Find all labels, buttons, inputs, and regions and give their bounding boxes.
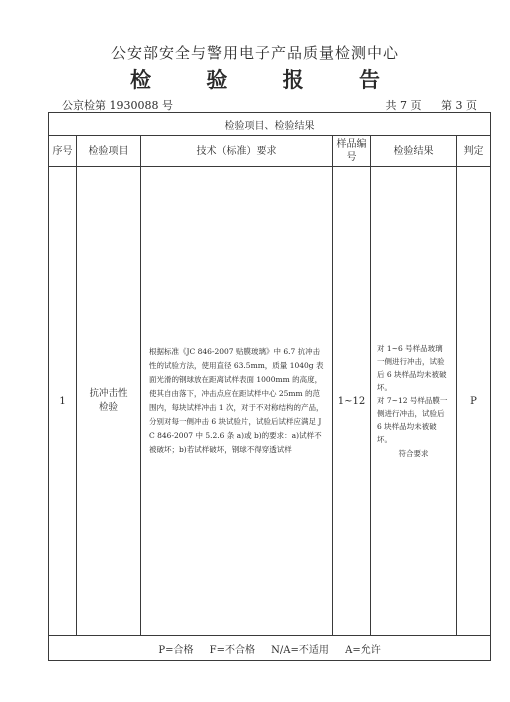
col-header-verdict: 判定 [457, 136, 491, 167]
row-sample: 1~12 [333, 167, 371, 636]
table-caption: 检验项目、检验结果 [49, 113, 491, 136]
table-row [49, 167, 491, 636]
result-line-film-side: 对 7~12 号样品膜一侧进行冲击，试验后 6 块样品均未被破坏。 [377, 396, 448, 444]
col-header-result: 检验结果 [371, 136, 457, 167]
report-title: 检 验 报 告 [130, 67, 404, 92]
legend-pass: P=合格 [158, 644, 194, 656]
page-current: 第 3 页 [441, 99, 477, 112]
result-conclusion: 符合要求 [398, 449, 429, 458]
table-header-row [49, 136, 491, 167]
row-item: 抗冲击性检验 [77, 167, 141, 636]
legend-na: N/A=不适用 [271, 644, 329, 656]
col-header-seq: 序号 [49, 136, 77, 167]
col-header-requirement: 技术（标准）要求 [141, 136, 333, 167]
legend-allow: A=允许 [345, 644, 381, 656]
result-line-glass-side: 对 1~6 号样品玻璃一侧进行冲击，试验后 6 块样品均未被破坏。 [377, 344, 447, 392]
organization-name: 公安部安全与警用电子产品质量检测中心 [110, 44, 399, 62]
row-requirement: 根据标准《JC 846-2007 贴膜玻璃》中 6.7 抗冲击性的试验方法，使用直径 63.5mm，质量 1040g 表面光滑的钢球放在距离试样表面 1000mm 的高度，使其自由落下，冲击点应在距试样中心 25mm 的范围内，每块试样冲击 1 次，对于不对称结构的产品，分别对每一侧冲击 6 块试验片，试验后试样应满足 JC 846-2007 中 5.2.6 条 a)或 b)的要求：a)试样不被破坏；b)若试样破坏，钢球不得穿透试样 [141, 167, 333, 636]
legend-fail: F=不合格 [209, 644, 255, 656]
col-header-sample: 样品编号 [333, 136, 371, 167]
verdict-legend [49, 636, 491, 661]
pagination [370, 97, 478, 113]
page-total: 共 7 页 [385, 99, 422, 112]
row-verdict: P [457, 167, 491, 636]
inspection-table [48, 112, 491, 661]
col-header-item: 检验项目 [77, 136, 141, 167]
row-result [371, 167, 457, 636]
row-seq: 1 [49, 167, 77, 636]
report-number: 公京检第 1930088 号 [62, 99, 173, 112]
